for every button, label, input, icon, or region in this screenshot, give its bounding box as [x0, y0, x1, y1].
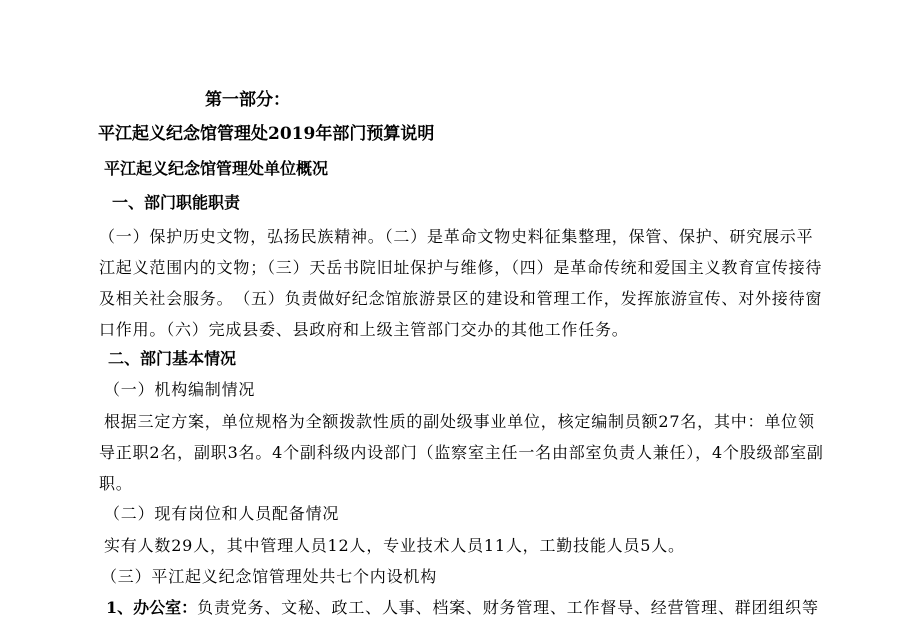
section1-heading: 一、部门职能职责	[112, 193, 241, 212]
office-paragraph	[106, 598, 819, 618]
section2-sub1-line-2: 导正职2名，副职3名。4个副科级内设部门（监察室主任一名由部室负责人兼任），4个股级部室副	[99, 443, 824, 462]
section2-sub2-title: （二）现有岗位和人员配备情况	[104, 504, 340, 523]
section1-line-4: 口作用。（六）完成县委、县政府和上级主管部门交办的其他工作任务。	[99, 320, 629, 339]
section2-heading: 二、部门基本情况	[108, 349, 237, 368]
part-title: 第一部分：	[205, 90, 290, 110]
unit-overview-heading: 平江起义纪念馆管理处单位概况	[104, 159, 329, 178]
section1-line-2: 江起义范围内的文物；（三）天岳书院旧址保护与维修，（四）是革命传统和爱国主义教育宣传接待	[99, 258, 823, 277]
section2-sub2-line: 实有人数29人，其中管理人员12人，专业技术人员11人，工勤技能人员5人。	[104, 536, 685, 555]
main-title: 平江起义纪念馆管理处2019年部门预算说明	[98, 124, 435, 144]
section2-sub3-title: （三）平江起义纪念馆管理处共七个内设机构	[101, 567, 438, 586]
section2-sub1-line-3: 职。	[99, 474, 133, 493]
section2-sub1-line-1: 根据三定方案，单位规格为全额拨款性质的副处级事业单位，核定编制员额27名，其中：单位领	[104, 412, 815, 431]
section1-line-3: 及相关社会服务。 （五）负责做好纪念馆旅游景区的建设和管理工作，发挥旅游宣传、对外接待窗	[99, 289, 823, 308]
section2-sub1-title: （一）机构编制情况	[104, 380, 256, 399]
office-text: 负责党务、文秘、政工、人事、档案、财务管理、工作督导、经营管理、群团组织等	[197, 598, 819, 617]
section1-line-1: （一）保护历史文物，弘扬民族精神。（二）是革命文物史料征集整理，保管、保护、研究展示平	[99, 227, 814, 246]
office-label: 1、办公室：	[106, 598, 198, 617]
